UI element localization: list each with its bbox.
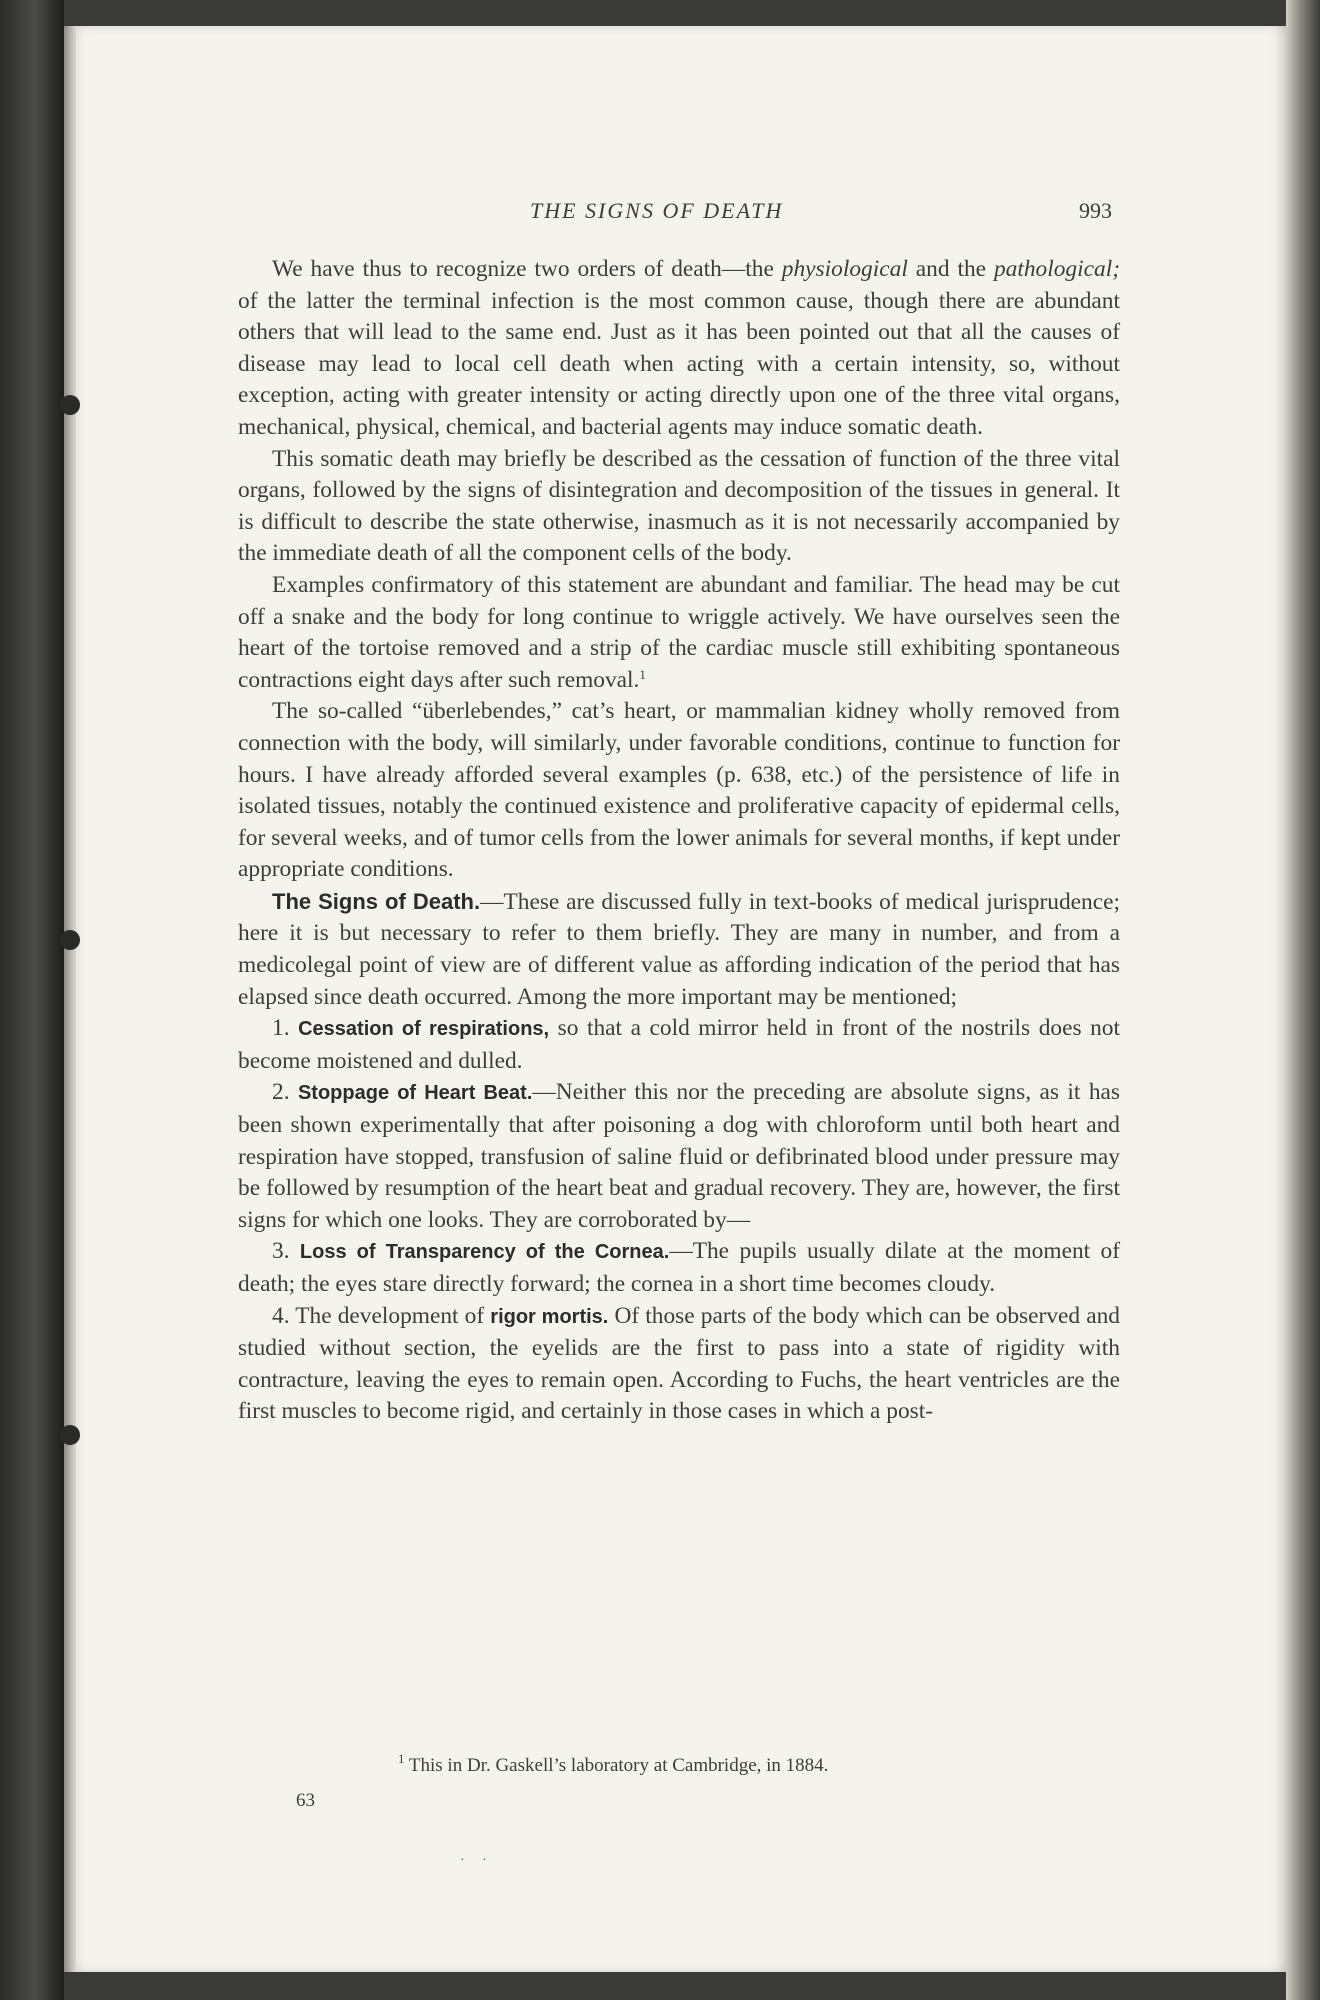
item-number: 1.: [272, 1015, 299, 1042]
text-run: Examples confirmatory of this statement are abundant and familiar. The head may be cut off a snake and the body for long continue to wriggle actively. We have ourselves seen the heart of the tortoise removed and a strip of the cardiac muscle still exhibiting spontaneous contractions eight days after such removal.: [238, 571, 1120, 693]
paragraph: The so-called “überlebendes,” cat’s heart, or mammalian kidney wholly removed from connection with the body, will similarly, under favorable conditions, continue to function for hours. I have already afforded several examples (p. 638, etc.) of the persistence of life in isolated tissues, notably the continued existence and proliferative capacity of epidermal cells, for several weeks, and of tumor cells from the lower animals for several months, if kept under appropriate conditions.: [238, 698, 1120, 883]
list-item: [238, 1301, 1120, 1428]
bold-term: rigor mortis.: [490, 1305, 609, 1328]
text-run: —These are discussed fully in text-books of medical jurisprudence; here it is but necessary to refer to them briefly. They are many in number, and from a medicolegal point of view are of different value as affording indication of the period that has elapsed since death occurred. Among the more important may be mentioned;: [238, 888, 1120, 1010]
footnote: [398, 1751, 829, 1777]
bold-term: Loss of Transparency of the Cornea.: [299, 1241, 670, 1264]
page-number: 993: [1079, 198, 1112, 223]
text-run: We have thus to recognize two orders of death—the: [272, 256, 782, 282]
footnote-reference: 1: [639, 666, 646, 682]
signature-mark: 63: [296, 1790, 315, 1811]
binding-thread: [60, 1425, 80, 1445]
item-number: 2.: [272, 1079, 298, 1106]
italic-term: pathological;: [993, 256, 1120, 282]
paragraph: This somatic death may briefly be described as the cessation of function of the three vital organs, followed by the signs of disintegration and decomposition of the tissues in general. It is difficult to describe the state otherwise, inasmuch as it is not necessarily accompanied by the immediate death of all the component cells of the body.: [238, 445, 1120, 567]
binding-thread: [60, 395, 80, 415]
section-paragraph: [238, 886, 1120, 1013]
book-gutter: [0, 0, 64, 2000]
text-run: of the latter the terminal infection is the most common cause, though there are abundant others that will lead to the same end. Just as it has been pointed out that all the causes of disease may lead to local cell death when acting with a certain intensity, so, without exception, acting with greater intensity or acting directly upon one of the three vital organs, mechanical, physical, chemical, and bacterial agents may induce somatic death.: [238, 287, 1120, 440]
running-title: THE SIGNS OF DEATH: [530, 198, 784, 223]
list-item: [238, 1077, 1120, 1236]
bold-term: Stoppage of Heart Beat.: [297, 1082, 533, 1105]
text-run: so that a cold mirror held in front of the nostrils does not become moistened and dulled.: [238, 1015, 1120, 1074]
page-inner-edge: [64, 26, 76, 1972]
text-run: 4. The development of: [272, 1302, 491, 1329]
text-run: —Neither this nor the preceding are absolute signs, as it has been shown experimentally that after poisoning a dog with chloroform until both heart and respiration have stopped, transfusion of saline fluid or defibrinated blood under pressure may be followed by resumption of the heart beat and gradual recovery. They are, however, the first signs for which one looks. They are corroborated by—: [238, 1079, 1120, 1233]
paragraph: [238, 254, 1120, 444]
running-head: [240, 198, 1112, 234]
text-run: and the: [907, 256, 994, 282]
binding-thread: [60, 930, 80, 950]
text-run: Of those parts of the body which can be observed and studied without section, the eyelids are the first to pass into a state of rigidity with contracture, leaving the eyes to remain open. According to Fuchs, the heart ventricles are the first muscles to become rigid, and certainly in those cases in which a post-: [238, 1302, 1120, 1425]
list-item: [238, 1013, 1120, 1077]
italic-term: physiological: [781, 256, 908, 282]
bold-term: Cessation of respirations,: [298, 1018, 550, 1041]
page-outer-edge: [1286, 0, 1320, 2000]
paper-specks: · ·: [460, 1853, 487, 1868]
footnote-text: This in Dr. Gaskell’s laboratory at Cambridge, in 1884.: [404, 1755, 829, 1776]
section-heading: The Signs of Death.: [272, 888, 481, 914]
text-run: —The pupils usually dilate at the moment of death; the eyes stare directly forward; the cornea in a short time becomes cloudy.: [238, 1238, 1121, 1297]
footnote-marker: 1: [398, 1751, 405, 1766]
item-number: 3.: [272, 1238, 300, 1265]
body-text: [238, 254, 1120, 1428]
paragraph: [238, 570, 1120, 696]
list-item: [238, 1236, 1120, 1300]
